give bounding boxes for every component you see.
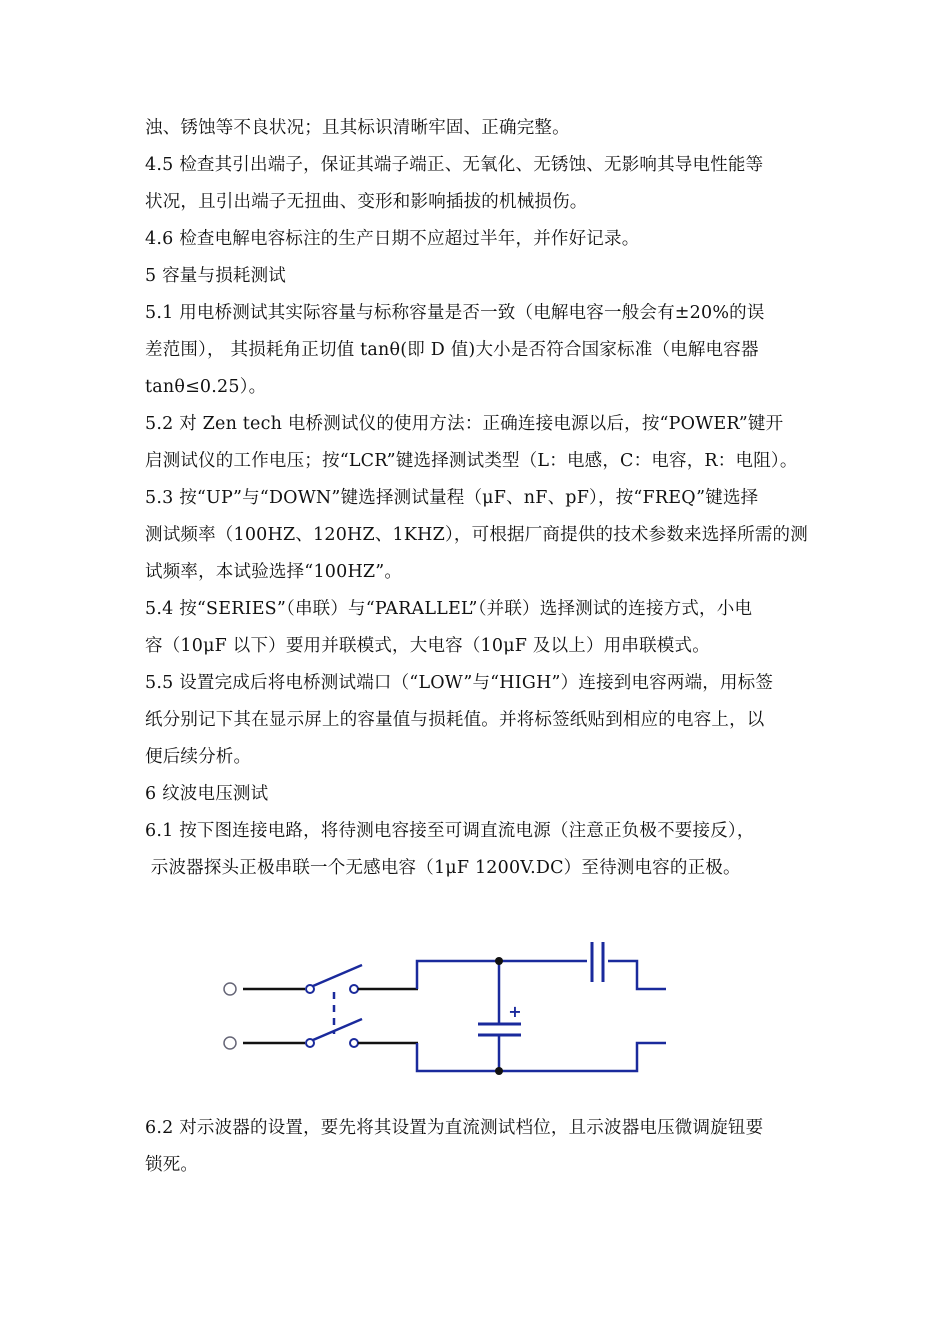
paragraph-line: 6.1 按下图连接电路，将待测电容接至可调直流电源（注意正负极不要接反）， — [145, 821, 755, 841]
paragraph-line: 5.3 按“UP”与“DOWN”键选择测试量程（μF、nF、pF），按“FREQ”键选择 — [145, 488, 759, 508]
paragraph-line: 5.5 设置完成后将电桥测试端口（“LOW”与“HIGH”）连接到电容两端，用标签 — [145, 673, 774, 693]
switch-top-contact-left — [306, 985, 314, 993]
input-terminal-top — [224, 983, 236, 995]
paragraph-line: tanθ≤0.25）。 — [145, 377, 267, 397]
paragraph-line: 浊、锈蚀等不良状况；且其标识清晰牢固、正确完整。 — [145, 118, 570, 138]
wire-probe-output — [608, 961, 666, 989]
wire-bottom-bus — [417, 1043, 666, 1071]
paragraph-line: 锁死。 — [145, 1155, 199, 1175]
paragraph-line: 试频率，本试验选择“100HZ”。 — [145, 562, 403, 582]
switch-bottom-contact-right — [350, 1039, 358, 1047]
input-terminal-bottom — [224, 1037, 236, 1049]
switch-bottom-blade — [313, 1019, 362, 1040]
paragraph-line: 差范围）， 其损耗角正切值 tanθ(即 D 值)大小是否符合国家标准（电解电容器 — [145, 340, 759, 360]
paragraph-line: 启测试仪的工作电压；按“LCR”键选择测试类型（L：电感，C：电容，R：电阻）。 — [145, 451, 798, 471]
wire-top-bus — [417, 961, 587, 989]
paragraph-line: 5.2 对 Zen tech 电桥测试仪的使用方法：正确连接电源以后，按“POWER”键开 — [145, 414, 784, 434]
switch-top-blade — [313, 965, 362, 986]
paragraph-line: 容（10μF 以下）要用并联模式，大电容（10μF 及以上）用串联模式。 — [145, 636, 710, 656]
paragraph-line: 4.6 检查电解电容标注的生产日期不应超过半年，并作好记录。 — [145, 229, 640, 249]
junction-dot-bottom — [495, 1067, 503, 1075]
junction-dot-top — [495, 957, 503, 965]
paragraph-line: 5.1 用电桥测试其实际容量与标称容量是否一致（电解电容一般会有±20%的误 — [145, 303, 765, 323]
paragraph-line: 5.4 按“SERIES”（串联）与“PARALLEL”（并联）选择测试的连接方式，小电 — [145, 599, 753, 619]
paragraph-line: 状况，且引出端子无扭曲、变形和影响插拔的机械损伤。 — [145, 192, 588, 212]
switch-bottom-contact-left — [306, 1039, 314, 1047]
section-heading: 6 纹波电压测试 — [145, 784, 269, 804]
paragraph-line: 示波器探头正极串联一个无感电容（1μF 1200V.DC）至待测电容的正极。 — [145, 858, 741, 878]
paragraph-line: 6.2 对示波器的设置，要先将其设置为直流测试档位，且示波器电压微调旋钮要 — [145, 1118, 764, 1138]
paragraph-line: 4.5 检查其引出端子，保证其端子端正、无氧化、无锈蚀、无影响其导电性能等 — [145, 155, 764, 175]
polarity-plus-label: + — [508, 1002, 522, 1021]
paragraph-line: 纸分别记下其在显示屏上的容量值与损耗值。并将标签纸贴到相应的电容上，以 — [145, 710, 765, 730]
section-heading: 5 容量与损耗测试 — [145, 266, 286, 286]
switch-top-contact-right — [350, 985, 358, 993]
paragraph-line: 测试频率（100HZ、120HZ、1KHZ），可根据厂商提供的技术参数来选择所需的测 — [145, 525, 808, 545]
paragraph-line: 便后续分析。 — [145, 747, 252, 767]
